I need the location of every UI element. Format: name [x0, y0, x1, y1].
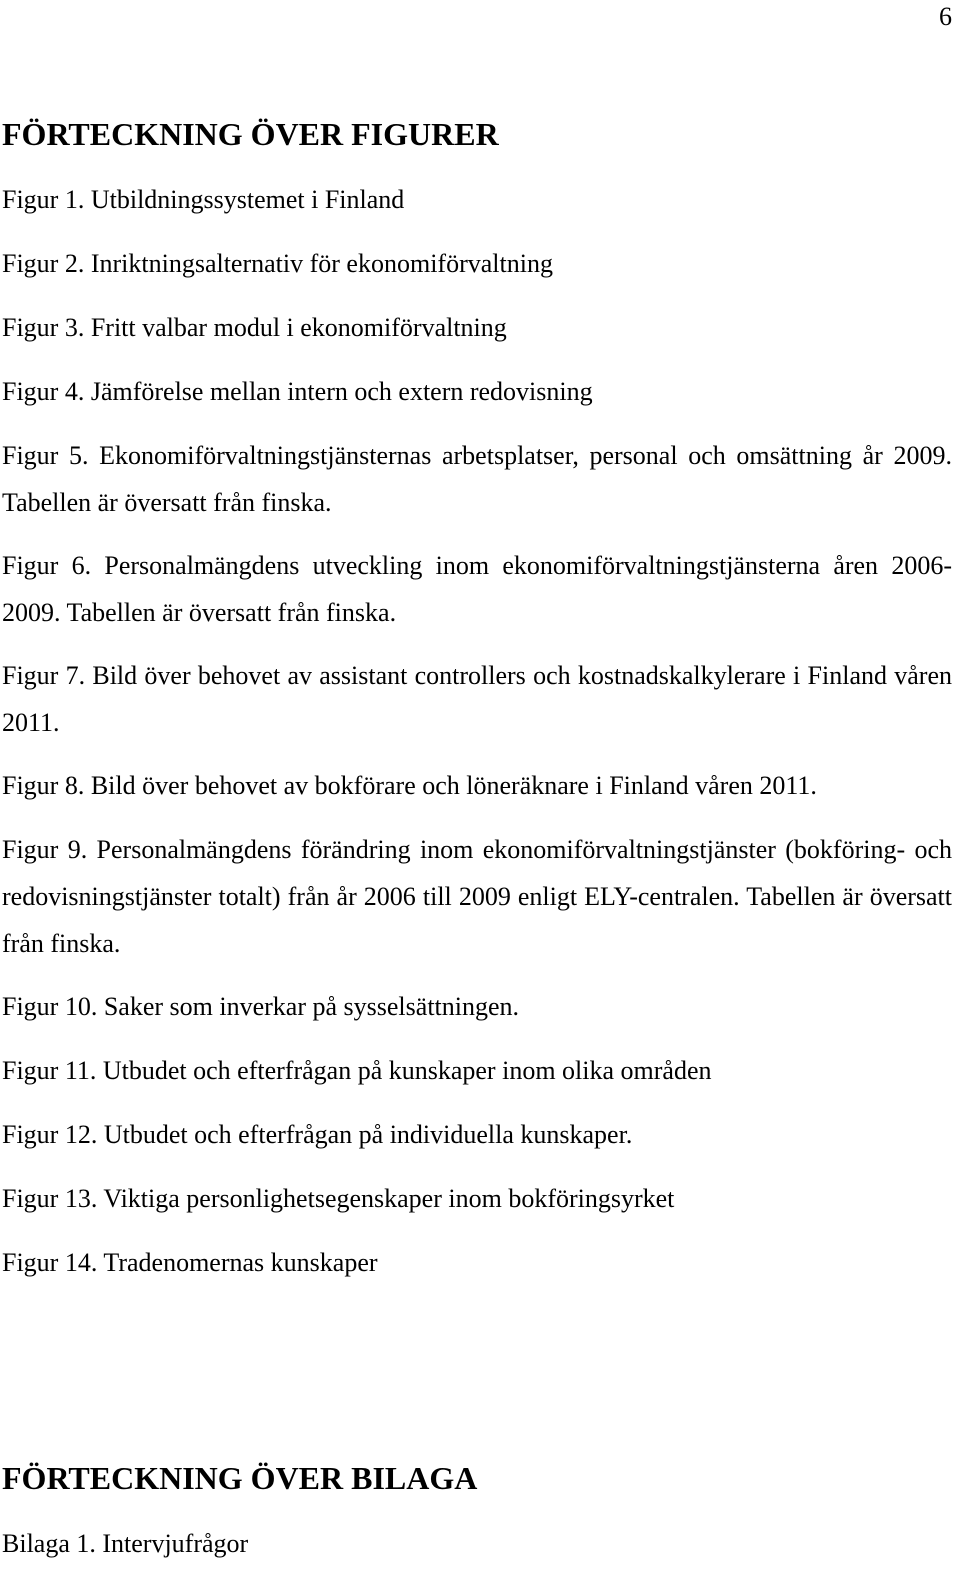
figure-entry-13: Figur 13. Viktiga personlighetsegenskaper inom bokföringsyrket — [2, 1184, 675, 1213]
appendix-list-heading: FÖRTECKNING ÖVER BILAGA — [2, 1460, 478, 1496]
figure-entry-11: Figur 11. Utbudet och efterfrågan på kunskaper inom olika områden — [2, 1056, 712, 1085]
figure-entry-12: Figur 12. Utbudet och efterfrågan på individuella kunskaper. — [2, 1120, 633, 1149]
figure-entry-14: Figur 14. Tradenomernas kunskaper — [2, 1248, 378, 1277]
figure-entry-7: Figur 7. Bild över behovet av assistant controllers och kostnadskalkylerare i Finland våren 2011. — [2, 661, 952, 737]
figure-entry-2: Figur 2. Inriktningsalternativ för ekonomiförvaltning — [2, 249, 553, 278]
appendix-list — [2, 1524, 248, 1564]
figure-entry-10: Figur 10. Saker som inverkar på sysselsättningen. — [2, 992, 520, 1021]
figure-entry-1: Figur 1. Utbildningssystemet i Finland — [2, 185, 405, 214]
figure-entry-4: Figur 4. Jämförelse mellan intern och extern redovisning — [2, 377, 593, 406]
figure-list-section — [2, 112, 952, 1303]
page-number: 6 — [939, 2, 952, 31]
figure-entry-3: Figur 3. Fritt valbar modul i ekonomiförvaltning — [2, 313, 507, 342]
figure-list — [2, 176, 952, 1286]
appendix-entry-1: Bilaga 1. Intervjufrågor — [2, 1529, 249, 1558]
figure-entry-6: Figur 6. Personalmängdens utveckling inom ekonomiförvaltningstjänsterna åren 2006-2009. Tabellen är översatt från finska. — [2, 551, 952, 627]
figure-entry-9: Figur 9. Personalmängdens förändring inom ekonomiförvaltningstjänster (bokföring- och redovisningstjänster totalt) från år 2006 till 2009 enligt ELY-centralen. Tabellen är översatt från finska. — [2, 835, 952, 958]
figure-entry-5: Figur 5. Ekonomiförvaltningstjänsternas arbetsplatser, personal och omsättning år 2009. Tabellen är översatt från finska. — [2, 441, 952, 517]
figure-entry-8: Figur 8. Bild över behovet av bokförare och löneräknare i Finland våren 2011. — [2, 771, 817, 800]
figure-list-heading: FÖRTECKNING ÖVER FIGURER — [2, 116, 499, 152]
